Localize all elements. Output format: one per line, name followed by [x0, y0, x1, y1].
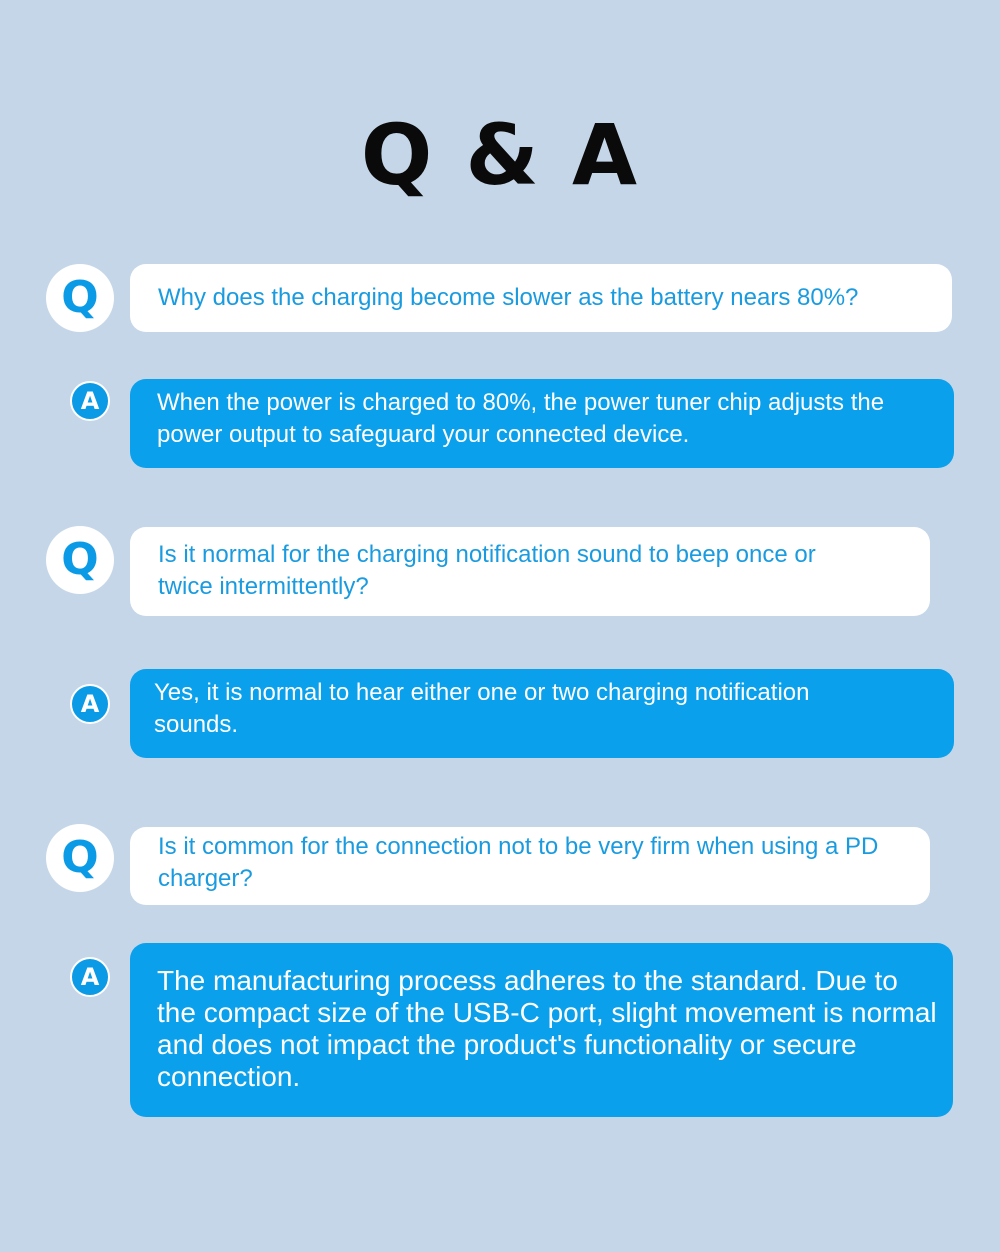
question-2-icon: Q: [46, 526, 114, 594]
answer-2-icon: A: [70, 684, 110, 724]
question-3-icon: Q: [46, 824, 114, 892]
question-3-text: Is it common for the connection not to be very firm when using a PD charger?: [130, 827, 930, 905]
answer-3-icon: A: [70, 957, 110, 997]
page-title: Q & A: [360, 106, 640, 204]
question-1-icon: Q: [46, 264, 114, 332]
answer-1-text: When the power is charged to 80%, the power tuner chip adjusts the power output to safeguard your connected device.: [130, 379, 954, 468]
question-2-text: Is it normal for the charging notification sound to beep once or twice intermittently?: [130, 527, 930, 616]
question-1-text: Why does the charging become slower as the battery nears 80%?: [130, 264, 952, 332]
answer-2-text: Yes, it is normal to hear either one or two charging notification sounds.: [130, 669, 954, 758]
answer-1-icon: A: [70, 381, 110, 421]
answer-3-text: The manufacturing process adheres to the standard. Due to the compact size of the USB-C port, slight movement is normal and does not impact the product's functionality or secure connection.: [130, 943, 953, 1117]
